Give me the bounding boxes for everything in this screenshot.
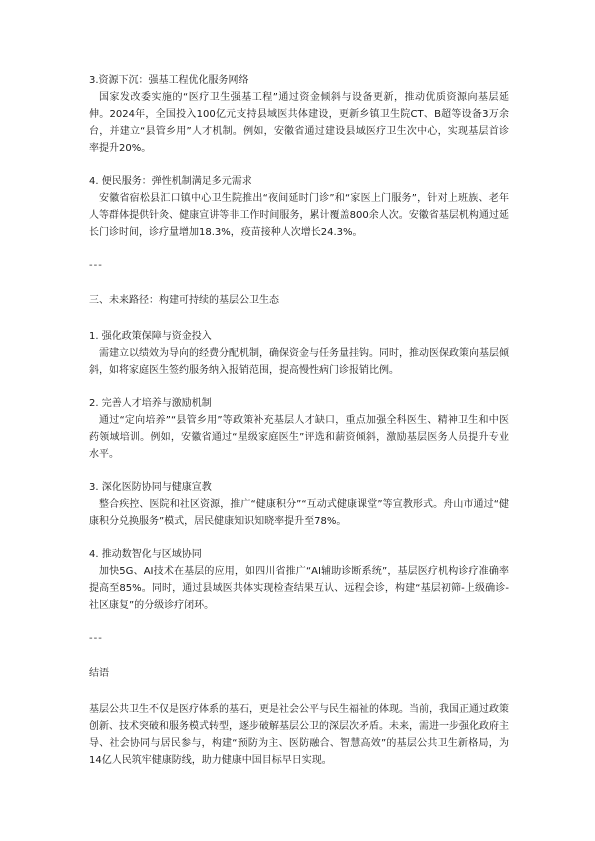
item-paragraph: 通过“定向培养”“县管乡用”等政策补充基层人才缺口，重点加强全科医生、精神卫生和中医药领域培训。例如，安徽省通过“星级家庭医生”评选和薪资倾斜，激励基层医务人员提升专业水平。 [89, 415, 509, 460]
section-convenience-service [89, 173, 509, 241]
future-item-policy [89, 328, 509, 379]
item-heading: 2. 完善人才培养与激励机制 [89, 398, 212, 409]
section-heading: 4. 便民服务：弹性机制满足多元需求 [89, 176, 252, 187]
section-heading: 3.资源下沉：强基工程优化服务网络 [89, 75, 249, 86]
item-heading: 1. 强化政策保障与资金投入 [89, 331, 212, 342]
item-paragraph: 整合疾控、医院和社区资源，推广“健康积分”“互动式健康课堂”等宣教形式。舟山市通过“健康积分兑换服务”模式，居民健康知识知晓率提升至78%。 [89, 499, 509, 527]
item-paragraph: 需建立以绩效为导向的经费分配机制，确保资金与任务量挂钩。同时，推动医保政策向基层倾斜，如将家庭医生签约服务纳入报销范围，提高慢性病门诊报销比例。 [89, 348, 509, 376]
item-paragraph: 加快5G、AI技术在基层的应用，如四川省推广“AI辅助诊断系统”，基层医疗机构诊疗准确率提高至85%。同时，通过县域医共体实现检查结果互认、远程会诊，构建“基层初筛-上级确诊-社区康复”的分级诊疗闭环。 [89, 566, 509, 611]
item-heading: 4. 推动数智化与区域协同 [89, 549, 202, 560]
item-heading: 3. 深化医防协同与健康宣教 [89, 482, 212, 493]
future-path-title: 三、未来路径：构建可持续的基层公卫生态 [89, 295, 279, 306]
conclusion-title: 结语 [89, 668, 109, 679]
future-item-digital [89, 546, 509, 614]
conclusion-paragraph: 基层公共卫生不仅是医疗体系的基石，更是社会公平与民生福祉的体现。当前，我国正通过政策创新、技术突破和服务模式转型，逐步破解基层公卫的深层次矛盾。未来，需进一步强化政府主导、社会协同与居民参与，构建“预防为主、医防融合、智慧高效”的基层公共卫生新格局，为14亿人民筑牢健康防线，助力健康中国目标早日实现。 [89, 704, 509, 766]
future-item-prevention [89, 479, 509, 530]
separator: --- [89, 260, 103, 271]
section-paragraph: 安徽省宿松县汇口镇中心卫生院推出“夜间延时门诊”和“家医上门服务”，针对上班族、老年人等群体提供针灸、健康宣讲等非工作时间服务，累计覆盖800余人次。安徽省基层机构通过延长门诊时间，诊疗量增加18.3%，疫苗接种人次增长24.3%。 [89, 193, 509, 238]
document-body [89, 72, 509, 769]
section-resource-sinking [89, 72, 509, 157]
separator: --- [89, 633, 103, 644]
section-paragraph: 国家发改委实施的“医疗卫生强基工程”通过资金倾斜与设备更新，推动优质资源向基层延伸。2024年，全国投入100亿元支持县域医共体建设，更新乡镇卫生院CT、B超等设备3万余台，并建立“县管乡用”人才机制。例如，安徽省通过建设县域医疗卫生次中心，实现基层首诊率提升20%。 [89, 92, 509, 154]
future-item-talent [89, 395, 509, 463]
